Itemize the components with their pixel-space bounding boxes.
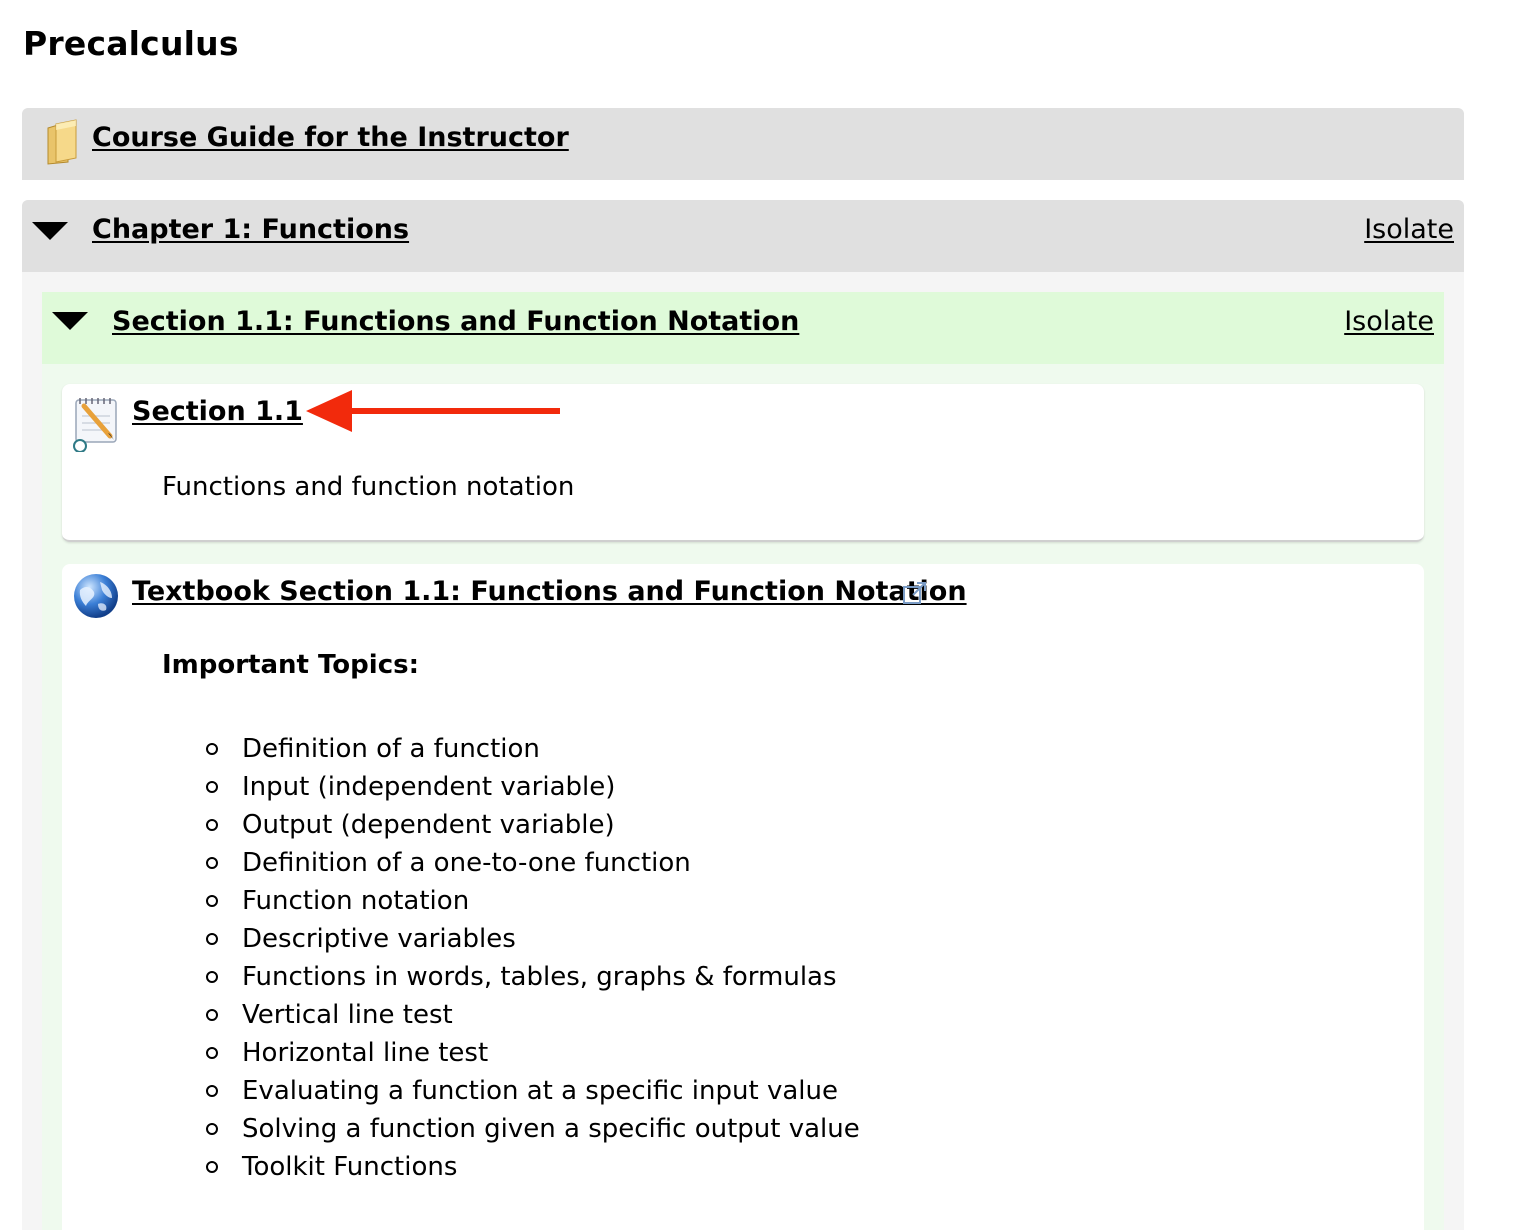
collapse-section-caret-icon[interactable] — [52, 312, 88, 330]
textbook-section-link[interactable]: Textbook Section 1.1: Functions and Function Notation — [132, 576, 967, 607]
section-isolate-link[interactable]: Isolate — [1344, 306, 1434, 337]
list-item — [202, 844, 860, 882]
list-item — [202, 806, 860, 844]
chapter-title-link[interactable]: Chapter 1: Functions — [92, 214, 410, 245]
topic-text: Output (dependent variable) — [242, 810, 615, 840]
section-block — [42, 292, 1444, 1230]
topic-text: Functions in words, tables, graphs & formulas — [242, 962, 837, 992]
collapse-chapter-caret-icon[interactable] — [32, 222, 68, 240]
section-title-link[interactable]: Section 1.1: Functions and Function Notation — [112, 306, 800, 337]
topic-text: Function notation — [242, 886, 470, 916]
course-guide-row — [22, 108, 1464, 180]
list-item — [202, 768, 860, 806]
bullet-icon — [206, 781, 218, 793]
globe-icon — [72, 572, 120, 620]
chapter-block — [22, 200, 1464, 1230]
bullet-icon — [206, 857, 218, 869]
important-topics-heading: Important Topics: — [162, 650, 419, 680]
topic-text: Solving a function given a specific output value — [242, 1114, 860, 1144]
topic-text: Descriptive variables — [242, 924, 516, 954]
topic-text: Toolkit Functions — [242, 1152, 458, 1182]
topic-text: Definition of a function — [242, 734, 540, 764]
topics-list — [202, 730, 860, 1186]
topic-text: Definition of a one-to-one function — [242, 848, 691, 878]
list-item — [202, 996, 860, 1034]
section-1-1-link[interactable]: Section 1.1 — [132, 396, 303, 427]
bullet-icon — [206, 743, 218, 755]
item-card-section-notes — [62, 384, 1424, 542]
bullet-icon — [206, 895, 218, 907]
page-title: Precalculus — [23, 24, 239, 63]
chapter-isolate-link[interactable]: Isolate — [1364, 214, 1454, 245]
chapter-header — [22, 200, 1464, 272]
section-header — [42, 292, 1444, 364]
list-item — [202, 1148, 860, 1186]
bullet-icon — [206, 1085, 218, 1097]
bullet-icon — [206, 1123, 218, 1135]
bullet-icon — [206, 819, 218, 831]
item-card-textbook — [62, 564, 1424, 1230]
bullet-icon — [206, 1047, 218, 1059]
list-item — [202, 920, 860, 958]
list-item — [202, 882, 860, 920]
list-item — [202, 1034, 860, 1072]
list-item — [202, 958, 860, 996]
topic-text: Vertical line test — [242, 1000, 453, 1030]
external-link-icon[interactable] — [902, 580, 928, 606]
list-item — [202, 1110, 860, 1148]
item-description: Functions and function notation — [162, 472, 575, 502]
list-item — [202, 730, 860, 768]
topic-text: Horizontal line test — [242, 1038, 489, 1068]
bullet-icon — [206, 1009, 218, 1021]
topic-text: Input (independent variable) — [242, 772, 616, 802]
bullet-icon — [206, 971, 218, 983]
bullet-icon — [206, 933, 218, 945]
course-guide-link[interactable]: Course Guide for the Instructor — [92, 122, 569, 153]
notes-icon — [70, 392, 122, 452]
red-arrow-annotation — [304, 388, 564, 436]
list-item — [202, 1072, 860, 1110]
topic-text: Evaluating a function at a specific input value — [242, 1076, 838, 1106]
bullet-icon — [206, 1161, 218, 1173]
folder-icon — [42, 118, 82, 166]
